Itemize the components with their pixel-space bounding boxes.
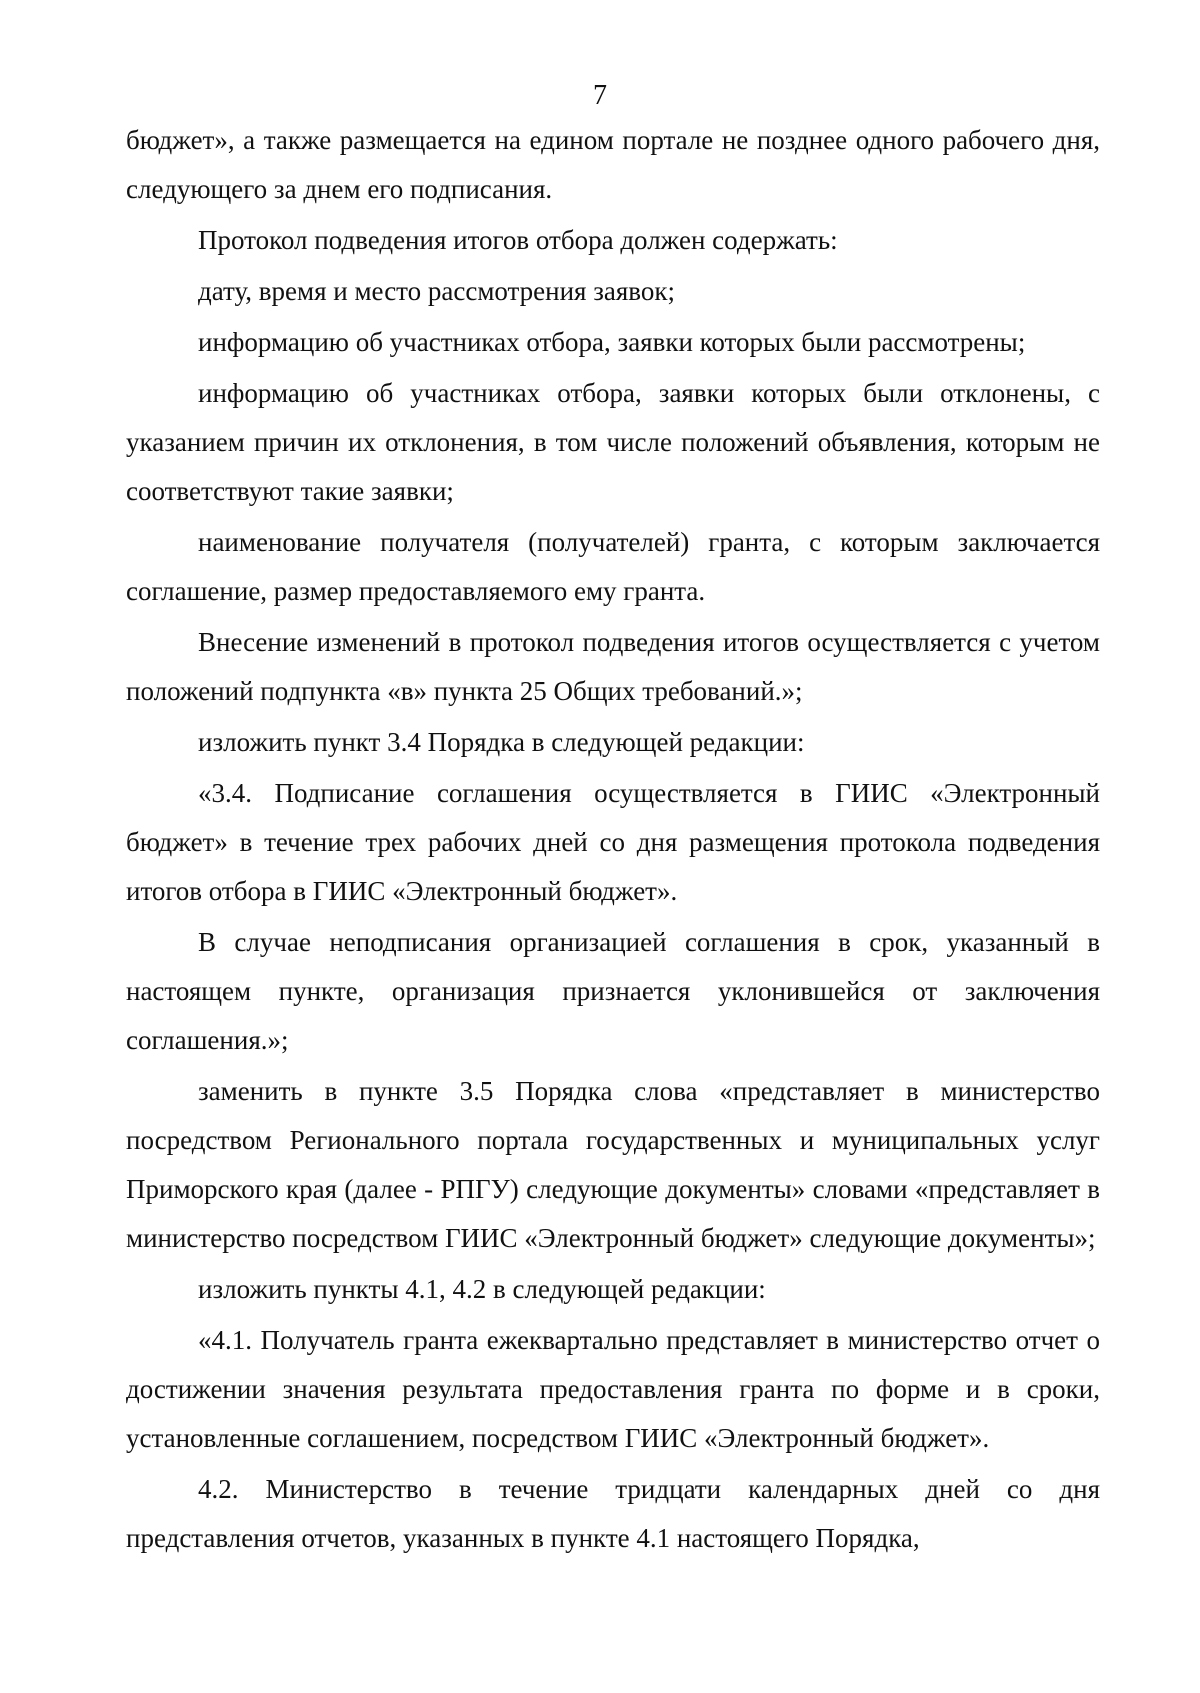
paragraph-rejected-participants: информацию об участниках отбора, заявки которых были отклонены, с указанием причин их отклонения, в том числе положений объявления, которым не соответствуют такие заявки;: [126, 378, 1100, 506]
page-number: 7: [593, 80, 607, 111]
paragraph-clause-4-1: «4.1. Получатель гранта ежеквартально представляет в министерство отчет о достижении значения результата предоставления гранта по форме и в сроки, установленные соглашением, посредством ГИИС «Электронный бюджет».: [126, 1325, 1100, 1453]
paragraph-grant-recipient: наименование получателя (получателей) гранта, с которым заключается соглашение, размер предоставляемого ему гранта.: [126, 527, 1100, 606]
paragraph-amend-4-1-4-2: изложить пункты 4.1, 4.2 в следующей редакции:: [198, 1274, 766, 1304]
paragraph-considered-participants: информацию об участниках отбора, заявки которых были рассмотрены;: [198, 327, 1026, 357]
paragraph-protocol-changes: Внесение изменений в протокол подведения итогов осуществляется с учетом положений подпункта «в» пункта 25 Общих требований.»;: [126, 627, 1100, 706]
paragraph-clause-3-4: «3.4. Подписание соглашения осуществляется в ГИИС «Электронный бюджет» в течение трех рабочих дней со дня размещения протокола подведения итогов отбора в ГИИС «Электронный бюджет».: [126, 778, 1100, 906]
paragraph-protocol-contents: Протокол подведения итогов отбора должен содержать:: [198, 225, 838, 255]
paragraph-non-signing: В случае неподписания организацией соглашения в срок, указанный в настоящем пункте, организация признается уклонившейся от заключения соглашения.»;: [126, 927, 1100, 1055]
paragraph-clause-4-2: 4.2. Министерство в течение тридцати календарных дней со дня представления отчетов, указанных в пункте 4.1 настоящего Порядка,: [126, 1474, 1100, 1553]
document-body: [126, 116, 1100, 1563]
paragraph-continuation: бюджет», а также размещается на едином портале не позднее одного рабочего дня, следующего за днем его подписания.: [126, 125, 1100, 204]
paragraph-amend-3-4: изложить пункт 3.4 Порядка в следующей редакции:: [198, 727, 805, 757]
paragraph-date-time: дату, время и место рассмотрения заявок;: [198, 276, 675, 306]
paragraph-replace-3-5: заменить в пункте 3.5 Порядка слова «представляет в министерство посредством Регионального портала государственных и муниципальных услуг Приморского края (далее - РПГУ) следующие документы» словами «представляет в министерство посредством ГИИС «Электронный бюджет» следующие документы»;: [126, 1076, 1100, 1253]
